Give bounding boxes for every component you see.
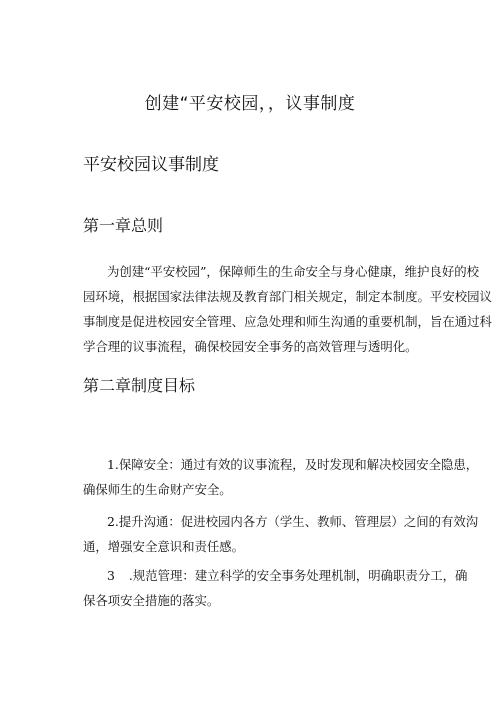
goal-item-text: .提升沟通：促进校园内各方（学生、教师、管理层）之间的有效沟	[114, 514, 479, 529]
goal-item-line: 确保师生的生命财产安全。	[83, 482, 232, 497]
chapter-2-title: 第二章制度目标	[83, 376, 196, 395]
goal-item-first-line	[83, 563, 468, 588]
goal-item-number: 1	[107, 457, 115, 472]
main-heading: 平安校园议事制度	[83, 155, 219, 175]
goal-item-text: .规范管理：建立科学的安全事务处理机制，明确职责分工，确	[128, 568, 468, 583]
goal-item-line: 保各项安全措施的落实。	[83, 593, 220, 608]
paragraph-line: 事制度是促进校园安全管理、应急处理和师生沟通的重要机制，旨在通过科	[83, 314, 492, 329]
goal-item-2	[83, 509, 479, 559]
goal-item-number: 2	[107, 514, 115, 529]
goal-item-first-line	[83, 452, 479, 477]
chapter-1-title: 第一章总则	[83, 216, 164, 235]
paragraph-line: 园环境，根据国家法律法规及教育部门相关规定，制定本制度。平安校园议	[83, 289, 492, 304]
goal-item-number: 3	[107, 568, 115, 583]
paragraph-line: 学合理的议事流程，确保校园安全事务的高效管理与透明化。	[83, 339, 418, 354]
paragraph-line: 为创建“平安校园”，保障师生的生命安全与身心健康，维护良好的校	[107, 264, 479, 279]
goal-item-1	[83, 452, 479, 502]
goal-item-first-line	[83, 509, 479, 534]
goal-item-3	[83, 563, 468, 613]
document-title: 创建“平安校园，，议事制度	[144, 94, 356, 114]
goal-item-line: 通，增强安全意识和责任感。	[83, 539, 245, 554]
chapter-1-paragraph	[83, 259, 492, 359]
goal-item-text: .保障安全：通过有效的议事流程，及时发现和解决校园安全隐患，	[114, 457, 479, 472]
